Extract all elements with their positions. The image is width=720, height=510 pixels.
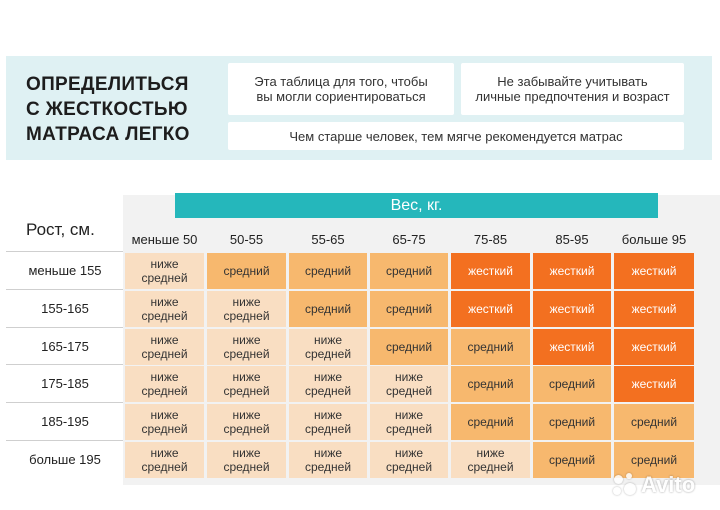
column-header: 55-65	[311, 232, 345, 247]
row-divider	[6, 364, 123, 365]
note-text: Эта таблица для того, чтобы вы могли сориентироваться	[254, 74, 428, 104]
table-cell: средний	[614, 442, 694, 478]
watermark-text: Avito	[641, 472, 696, 497]
row-header: 185-195	[41, 414, 89, 429]
note-card-age	[228, 122, 684, 150]
table-cell: ниже средней	[370, 442, 448, 478]
column-header: 85-95	[555, 232, 589, 247]
table-cell: жесткий	[614, 253, 694, 289]
table-cell: ниже средней	[207, 404, 286, 440]
table-cell: ниже средней	[289, 366, 367, 402]
row-header: больше 195	[29, 452, 101, 467]
row-header: 155-165	[41, 301, 89, 316]
table-cell: ниже средней	[125, 442, 204, 478]
headline-line: МАТРАСА ЛЕГКО	[26, 124, 190, 145]
table-cell: ниже средней	[289, 442, 367, 478]
row-divider	[6, 251, 123, 252]
row-divider	[6, 289, 123, 290]
table-cell: ниже средней	[125, 366, 204, 402]
watermark	[612, 470, 695, 500]
table-cell: ниже средней	[289, 329, 367, 365]
table-cell: жесткий	[451, 291, 530, 327]
note-card-orientation	[228, 63, 454, 115]
column-header: 50-55	[229, 232, 264, 247]
row-header: меньше 155	[28, 263, 102, 278]
column-header: 75-85	[473, 232, 508, 247]
table-cell: средний	[207, 253, 286, 289]
headline-line: С ЖЕСТКОСТЬЮ	[26, 99, 188, 120]
table-cell: ниже средней	[370, 404, 448, 440]
table-cell: ниже средней	[207, 366, 286, 402]
headline-line: ОПРЕДЕЛИТЬСЯ	[26, 74, 189, 95]
table-cell: средний	[451, 404, 530, 440]
avito-logo-icon	[612, 472, 638, 498]
table-cell: ниже средней	[370, 366, 448, 402]
table-cell: средний	[614, 404, 694, 440]
table-cell: ниже средней	[207, 291, 286, 327]
table-cell: жесткий	[614, 329, 694, 365]
note-text: Чем старше человек, тем мягче рекомендуется матрас	[289, 128, 623, 144]
table-cell: средний	[289, 291, 367, 327]
weight-header: Вес, кг.	[175, 193, 658, 218]
table-cell: ниже средней	[289, 404, 367, 440]
table-cell: средний	[370, 253, 448, 289]
table-cell: жесткий	[533, 253, 611, 289]
table-cell: средний	[533, 404, 611, 440]
table-cell: средний	[533, 366, 611, 402]
table-cell: средний	[370, 291, 448, 327]
table-cell: ниже средней	[125, 291, 204, 327]
table-cell: средний	[289, 253, 367, 289]
table-cell: средний	[370, 329, 448, 365]
table-cell: средний	[451, 366, 530, 402]
table-cell: жесткий	[533, 291, 611, 327]
table-cell: ниже средней	[125, 253, 204, 289]
table-cell: жесткий	[451, 253, 530, 289]
table-cell: ниже средней	[207, 442, 286, 478]
column-header: 65-75	[392, 232, 426, 247]
height-header: Рост, см.	[26, 220, 95, 239]
headline	[26, 72, 216, 147]
row-divider	[6, 440, 123, 441]
table-cell: ниже средней	[125, 329, 204, 365]
table-cell: средний	[533, 442, 611, 478]
row-divider	[6, 402, 123, 403]
note-card-preferences	[461, 63, 684, 115]
table-cell: жесткий	[533, 329, 611, 365]
table-cell: ниже средней	[451, 442, 530, 478]
note-text: Не забывайте учитывать личные предпочтения и возраст	[475, 74, 670, 104]
table-cell: ниже средней	[125, 404, 204, 440]
table-cell: жесткий	[614, 366, 694, 402]
row-header: 175-185	[41, 376, 89, 391]
column-header: меньше 50	[131, 232, 198, 247]
table-cell: ниже средней	[207, 329, 286, 365]
row-header: 165-175	[41, 339, 89, 354]
column-header: больше 95	[621, 232, 687, 247]
row-divider	[6, 327, 123, 328]
table-cell: средний	[451, 329, 530, 365]
table-cell: жесткий	[614, 291, 694, 327]
